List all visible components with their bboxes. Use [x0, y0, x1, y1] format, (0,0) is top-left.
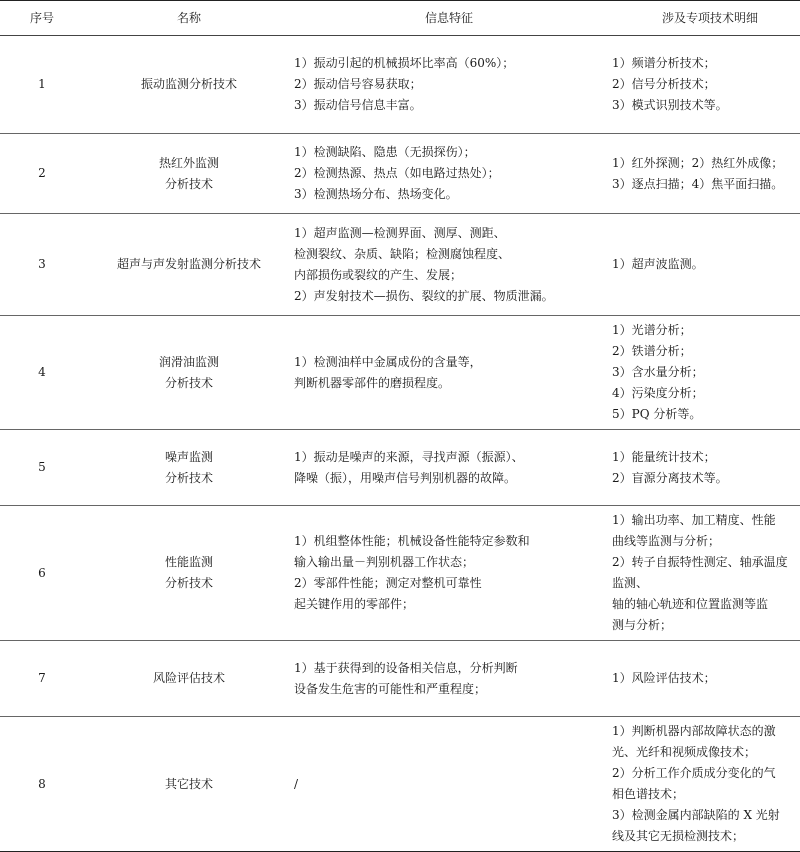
cell-info-line: 检测裂纹、杂质、缺陷；检测腐蚀程度、 — [294, 246, 511, 261]
cell-name-line: 噪声监测 — [164, 449, 213, 464]
cell-tech-line: 相色谱技术； — [612, 787, 685, 801]
table-row — [0, 134, 800, 214]
cell-tech-line: 3）模式识别技术等。 — [612, 98, 728, 112]
cell-name — [84, 430, 294, 506]
cell-name — [84, 316, 294, 430]
cell-name — [84, 214, 294, 316]
header-name: 名称 — [84, 1, 294, 36]
cell-tech — [612, 506, 800, 641]
cell-tech-line: 3）逐点扫描；4）焦平面扫描。 — [612, 176, 784, 191]
cell-info — [294, 134, 612, 214]
cell-info — [294, 506, 612, 641]
cell-info — [294, 717, 612, 852]
cell-tech — [612, 214, 800, 316]
cell-name — [84, 134, 294, 214]
table-row — [0, 430, 800, 506]
cell-tech-line: 线及其它无损检测技术； — [612, 829, 745, 843]
cell-no: 2 — [0, 134, 84, 214]
cell-info-line: 1）基于获得到的设备相关信息，分析判断 — [294, 660, 518, 675]
cell-no: 7 — [0, 641, 84, 717]
cell-name — [84, 641, 294, 717]
cell-info-line: 1）振动是噪声的来源，寻找声源（振源）、 — [294, 449, 524, 464]
cell-tech-line: 1）频谱分析技术； — [612, 56, 716, 70]
cell-tech — [612, 641, 800, 717]
cell-tech-line: 轴的轴心轨迹和位置监测等监 — [612, 597, 769, 611]
table-row — [0, 36, 800, 134]
cell-tech — [612, 36, 800, 134]
cell-tech-line: 监测、 — [612, 576, 649, 590]
cell-name — [84, 36, 294, 134]
cell-info — [294, 214, 612, 316]
cell-tech-line: 3）检测金属内部缺陷的 X 光射 — [612, 808, 780, 822]
cell-tech-line: 光、光纤和视频成像技术； — [612, 745, 757, 759]
cell-no: 5 — [0, 430, 84, 506]
cell-tech — [612, 316, 800, 430]
cell-info-line: 输入输出量－判别机器工作状态； — [294, 555, 475, 569]
cell-info — [294, 430, 612, 506]
cell-name-line: 振动监测分析技术 — [140, 77, 237, 91]
cell-info-line: 2）振动信号容易获取； — [294, 77, 422, 91]
table-row — [0, 641, 800, 717]
cell-tech-line: 1）输出功率、加工精度、性能 — [612, 513, 776, 527]
table-row — [0, 214, 800, 316]
header-row — [0, 1, 800, 36]
table-row — [0, 316, 800, 430]
cell-no: 4 — [0, 316, 84, 430]
cell-no: 8 — [0, 717, 84, 852]
cell-info-line: 1）振动引起的机械损坏比率高（60%）； — [294, 56, 515, 70]
cell-tech-line: 测与分析； — [612, 618, 673, 632]
cell-tech — [612, 430, 800, 506]
cell-tech-line: 1）红外探测；2）热红外成像； — [612, 155, 784, 170]
header-info: 信息特征 — [294, 1, 612, 36]
cell-tech-line: 3）含水量分析； — [612, 365, 704, 379]
cell-name-line: 分析技术 — [164, 375, 213, 390]
cell-tech-line: 1）风险评估技术； — [612, 671, 716, 685]
cell-name-line: 分析技术 — [164, 470, 213, 485]
cell-info-line: 1）超声监测—检测界面、测厚、测距、 — [294, 225, 506, 240]
cell-tech-line: 曲线等监测与分析； — [612, 534, 721, 548]
cell-name-line: 分析技术 — [164, 176, 213, 191]
cell-no: 1 — [0, 36, 84, 134]
cell-tech-line: 2）分析工作介质成分变化的气 — [612, 766, 776, 780]
cell-info-line: 1）机组整体性能；机械设备性能特定参数和 — [294, 534, 530, 548]
cell-info-line: 2）零部件性能；测定对整机可靠性 — [294, 576, 482, 590]
header-tech: 涉及专项技术明细 — [612, 1, 800, 36]
cell-info-line: 2）声发射技术—损伤、裂纹的扩展、物质泄漏。 — [294, 288, 554, 303]
cell-tech-line: 2）信号分析技术； — [612, 77, 716, 91]
cell-name-line: 分析技术 — [164, 576, 213, 590]
cell-name-line: 润滑油监测 — [158, 354, 219, 369]
header-no: 序号 — [0, 1, 84, 36]
table-row — [0, 717, 800, 852]
cell-tech-line: 1）判断机器内部故障状态的激 — [612, 724, 776, 738]
cell-tech-line: 2）盲源分离技术等。 — [612, 470, 728, 485]
table-body — [0, 36, 800, 852]
cell-name — [84, 717, 294, 852]
table-row — [0, 506, 800, 641]
cell-name-line: 其它技术 — [164, 776, 213, 791]
cell-name-line: 热红外监测 — [158, 155, 219, 170]
cell-name-line: 性能监测 — [164, 555, 213, 569]
cell-info — [294, 36, 612, 134]
cell-info-line: 2）检测热源、热点（如电路过热处）； — [294, 166, 500, 180]
cell-info-line: 设备发生危害的可能性和严重程度； — [294, 681, 487, 696]
cell-tech-line: 1）超声波监测。 — [612, 257, 704, 271]
cell-info-line: 判断机器零部件的磨损程度。 — [294, 375, 451, 390]
cell-name-line: 超声与声发射监测分析技术 — [116, 257, 261, 271]
cell-no: 6 — [0, 506, 84, 641]
cell-tech-line: 2）铁谱分析； — [612, 344, 692, 358]
cell-info-line: 起关键作用的零部件； — [294, 597, 415, 611]
cell-info-line: 1）检测缺陷、隐患（无损探伤）； — [294, 145, 476, 159]
cell-info-line: 1）检测油样中金属成份的含量等， — [294, 354, 482, 369]
cell-tech-line: 5）PQ 分析等。 — [612, 407, 702, 421]
cell-info-line: / — [294, 776, 299, 791]
cell-name-line: 风险评估技术 — [152, 671, 225, 685]
cell-tech-line: 2）转子自振特性测定、轴承温度 — [612, 555, 788, 569]
cell-name — [84, 506, 294, 641]
cell-info-line: 降噪（振），用噪声信号判别机器的故障。 — [294, 470, 517, 485]
cell-info-line: 内部损伤或裂纹的产生、发展； — [294, 267, 463, 282]
cell-info — [294, 641, 612, 717]
cell-tech — [612, 717, 800, 852]
cell-tech-line: 1）光谱分析； — [612, 323, 692, 337]
cell-tech-line: 1）能量统计技术； — [612, 449, 716, 464]
cell-info-line: 3）检测热场分布、热场变化。 — [294, 187, 458, 201]
cell-tech-line: 4）污染度分析； — [612, 386, 704, 400]
cell-no: 3 — [0, 214, 84, 316]
cell-tech — [612, 134, 800, 214]
cell-info-line: 3）振动信号信息丰富。 — [294, 98, 422, 112]
cell-info — [294, 316, 612, 430]
